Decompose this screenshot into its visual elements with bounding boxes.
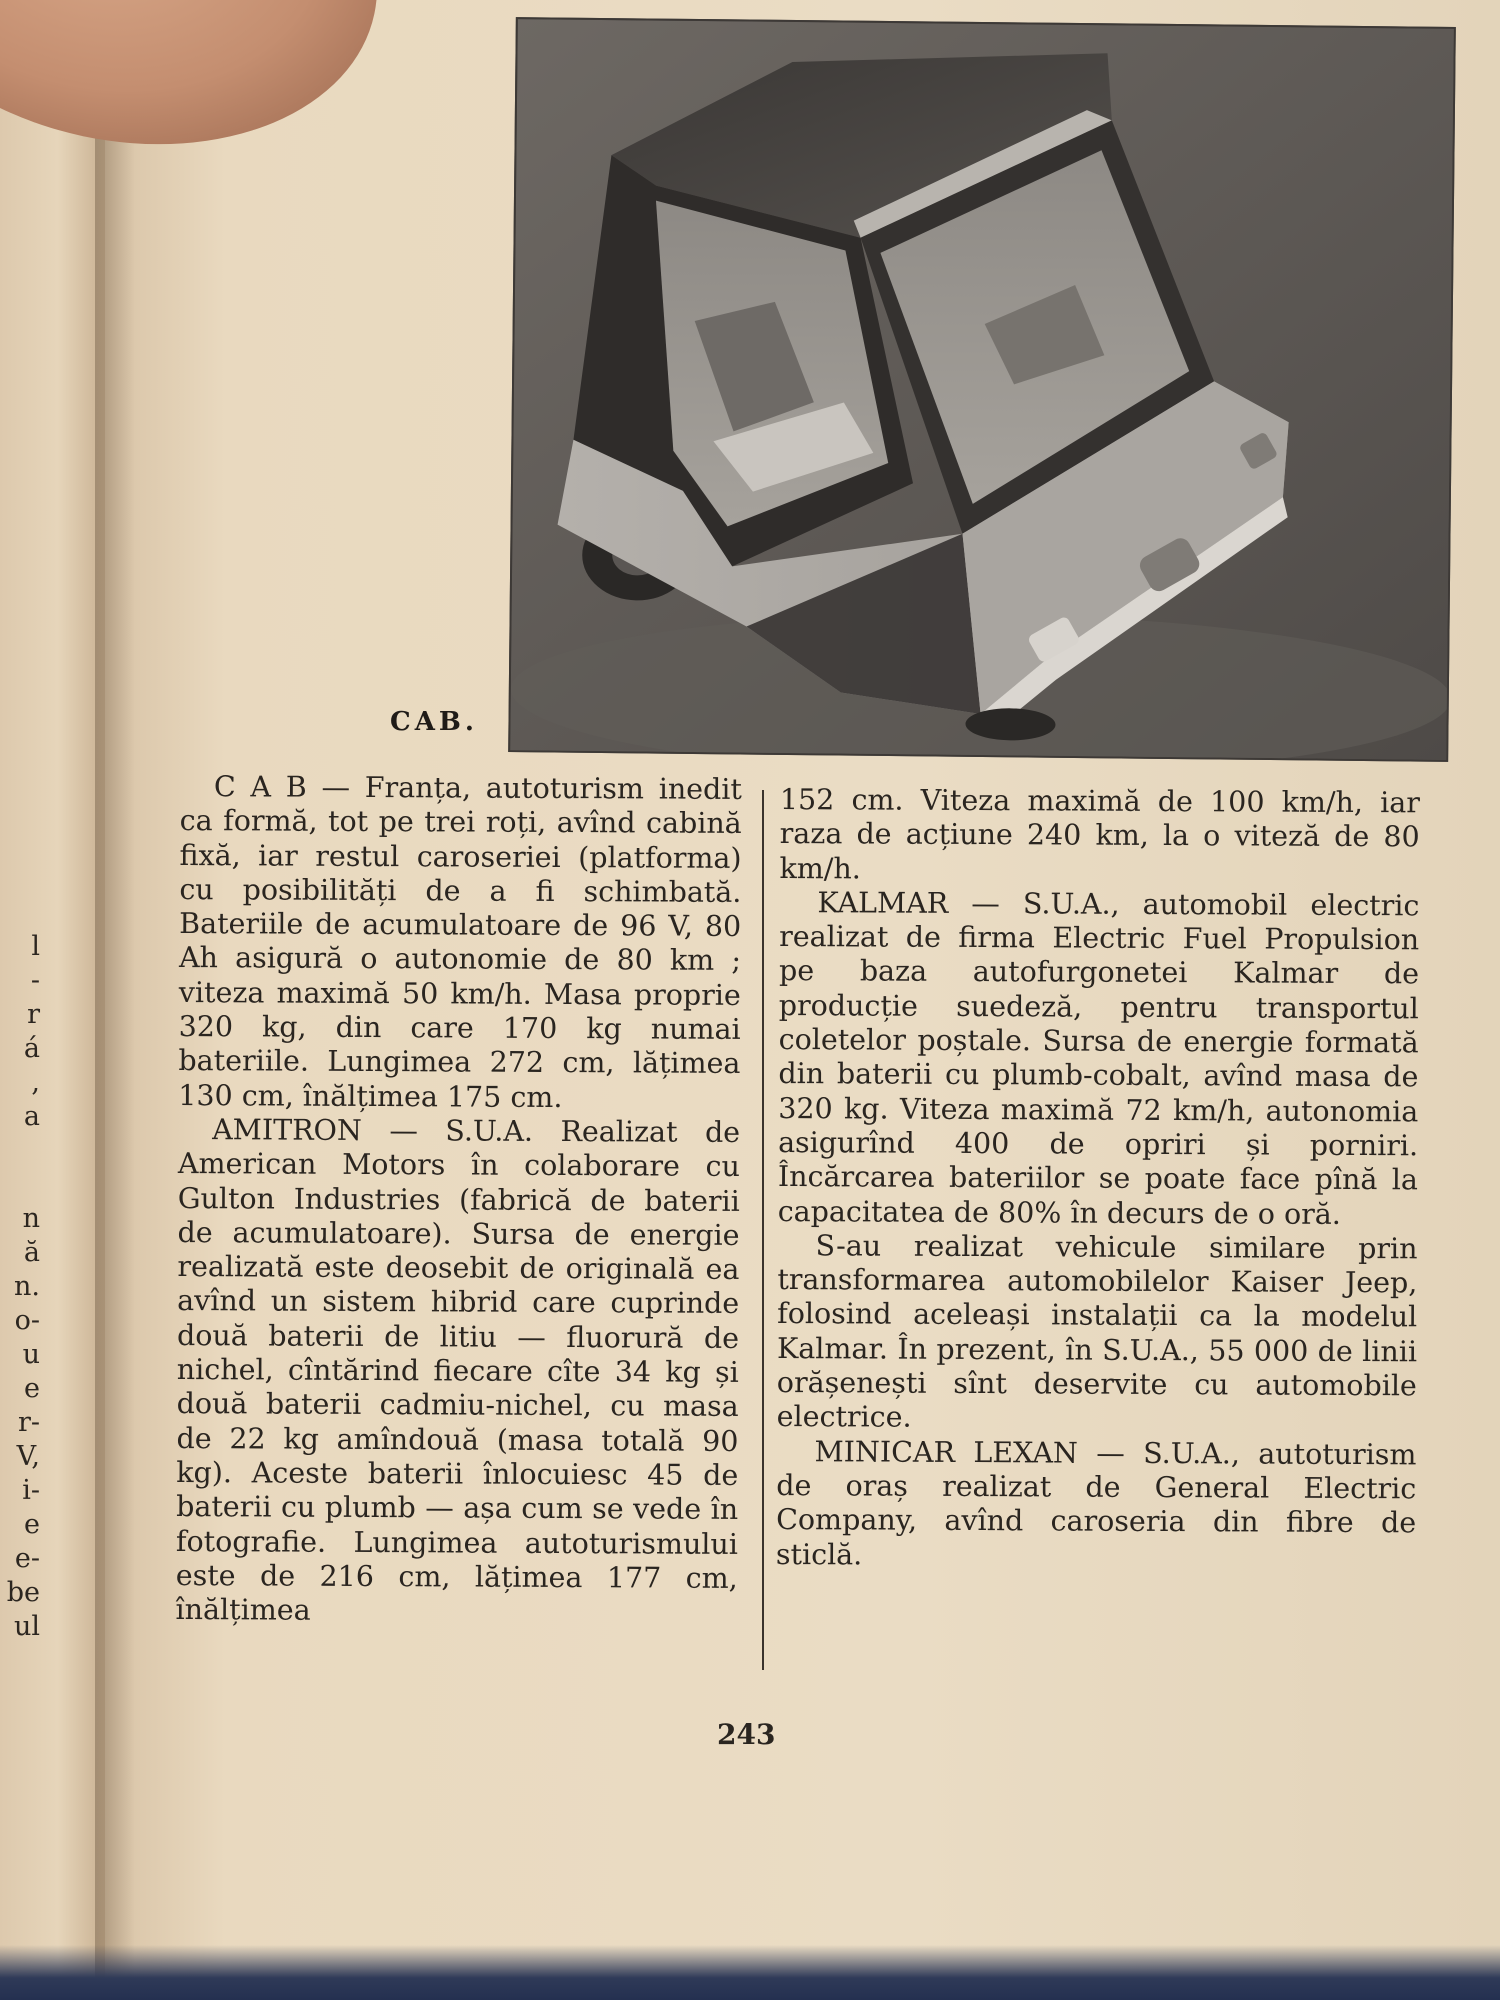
cab-car-illustration [510,19,1456,762]
photo-caption: CAB. [390,707,478,737]
paragraph-kalmar: KALMAR — S.U.A., automobil electric realizat de firma Electric Fuel Propulsion pe baza autofurgonetei Kalmar de producție suedeză, pentru transportul coletelor poștale. Sursa de energie formată din baterii cu plumb-cobalt, avînd masa de 320 kg. Viteza maximă 72 km/h, autonomia asigurînd 400 de opriri și porniri. Încărcarea bateriilor se poate face pînă la capacitatea de 80% în decurs de o oră. [777,886,1420,1231]
cab-car-photo [508,17,1456,762]
column-divider [762,790,764,1670]
text-column-left [176,770,742,1630]
left-page-text-fragments: l - r á , a n ă n. o- u e r- V, i- e e- be ul [6,931,40,1642]
bottom-shadow [0,1945,1500,2000]
paragraph-cab: C A B — Franța, autoturism inedit ca formă, tot pe trei roți, avînd cabină fixă, iar restul caroseriei (platforma) cu posibilități de a fi schimbată. Bateriile de acumulatoare de 96 V, 80 Ah asigură o autonomie de 80 km ; viteza maximă 50 km/h. Masa proprie 320 kg, din care 170 kg numai bateriile. Lungimea 272 cm, lățimea 130 cm, înălțimea 175 cm. [178,770,742,1114]
right-page [105,0,1500,2000]
text-column-right [776,783,1420,1575]
paragraph-amitron-continued: 152 cm. Viteza maximă de 100 km/h, iar raza de acțiune 240 km, la o viteză de 80 km/h. [779,783,1420,886]
paragraph-amitron: AMITRON — S.U.A. Realizat de American Motors în colaborare cu Gulton Industries (fabrică de baterii de acumulatoare). Sursa de energie realizată este deosebit de originală ea avînd un sistem hibrid care cuprinde două baterii de litiu — fluorură de nichel, cîntărind fiecare cîte 34 kg și două baterii cadmiu-nichel, cu masa de 22 kg amîndouă (masa totală 90 kg). Aceste baterii înlocuiesc 45 de baterii cu plumb — așa cum se vede în fotografie. Lungimea autoturismului este de 216 cm, lățimea 177 cm, înălțimea [175,1113,741,1627]
paragraph-minicar-lexan: MINICAR LEXAN — S.U.A., autoturism de oraș realizat de General Electric Company, avînd caroseria din fibre de sticlă. [775,1434,1417,1571]
left-page-edge [0,0,105,2000]
page-number: 243 [717,1718,776,1751]
paragraph-kaiser-jeep: S-au realizat vehicule similare prin transformarea automobilelor Kaiser Jeep, folosind aceleași instalații ca la modelul Kalmar. În prezent, în S.U.A., 55 000 de linii orășenești sînt deservite cu automobile electrice. [776,1229,1418,1435]
